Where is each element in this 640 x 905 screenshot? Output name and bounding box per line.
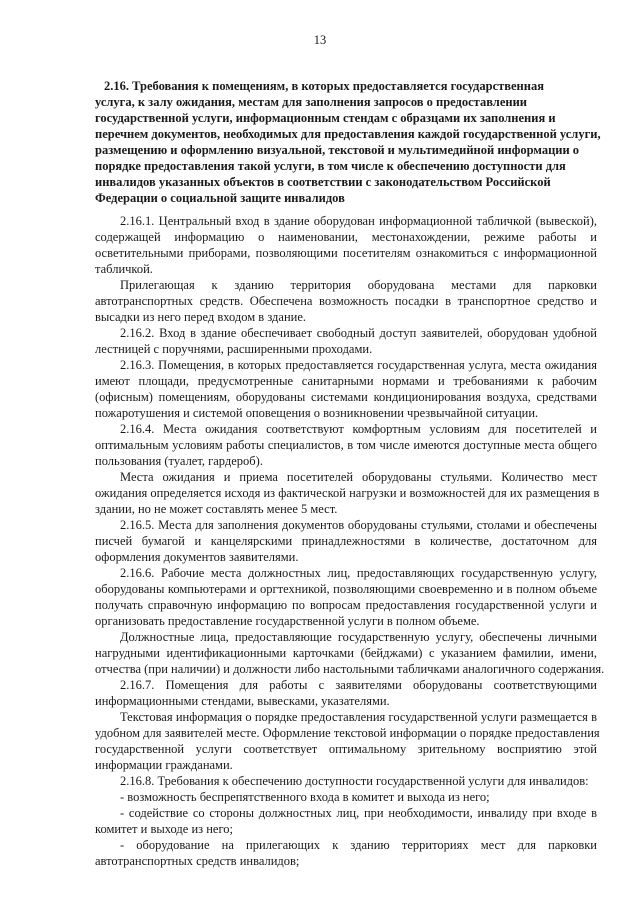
body-line: 2.16.6. Рабочие места должностных лиц, предоставляющих государственную услугу, xyxy=(120,566,597,580)
heading-line: перечнем документов, необходимых для предоставления каждой государственной услуги, xyxy=(95,127,601,141)
body-line: лестницей с поручнями, расширенными проходами. xyxy=(95,342,373,356)
body-line: отчества (при наличии) и должности либо настольными табличками аналогичного содержания. xyxy=(95,662,605,676)
body-line: организовать предоставление государственной услуги в полном объеме. xyxy=(95,614,480,628)
body-line: Прилегающая к зданию территория оборудована местами для парковки xyxy=(120,278,597,292)
body-line: ожидания определяется исходя из фактической нагрузки и возможностей для их размещения в xyxy=(95,486,600,500)
body-line: 2.16.7. Помещения для работы с заявителями оборудованы соответствующими xyxy=(120,678,597,692)
heading-line: Федерации о социальной защите инвалидов xyxy=(95,191,345,205)
body-line: Текстовая информация о порядке предоставления государственной услуги размещается в xyxy=(120,710,597,724)
body-line: осветительными приборами, позволяющими посетителям ознакомиться с информационной xyxy=(95,246,597,260)
heading-line: услуга, к залу ожидания, местам для заполнения запросов о предоставлении xyxy=(95,95,527,109)
body-line: 2.16.5. Места для заполнения документов оборудованы стульями, столами и обеспечены xyxy=(120,518,597,532)
body-line: оборудованы компьютерами и оргтехникой, позволяющими своевременно и в полном объеме xyxy=(95,582,597,596)
body-line: автотранспортных средств. Обеспечена возможность посадки в транспортное средство и xyxy=(95,294,597,308)
body-line: высадки из него перед входом в здание. xyxy=(95,310,307,324)
body-line: имеют площади, предусмотренные санитарными нормами и требованиями к рабочим xyxy=(95,374,597,388)
body-line: 2.16.2. Вход в здание обеспечивает свободный доступ заявителей, оборудован удобной xyxy=(120,326,597,340)
heading-line: размещению и оформлению визуальной, текстовой и мультимедийной информации о xyxy=(95,143,580,157)
body-line: комитет и выходе из него; xyxy=(95,822,233,836)
body-line: - возможность беспрепятственного входа в комитет и выхода из него; xyxy=(120,790,490,804)
body-line: Места ожидания и приема посетителей оборудованы стульями. Количество мест xyxy=(120,470,597,484)
body-line: содержащей информацию о наименовании, местонахождении, режиме работы и xyxy=(95,230,597,244)
body-line: - оборудование на прилегающих к зданию территориях мест для парковки xyxy=(120,838,597,852)
body-line: государственной услуги соответствует оптимальному зрительному восприятию этой xyxy=(95,742,597,756)
body-line: пользования (туалет, гардероб). xyxy=(95,454,263,468)
body-line: 2.16.8. Требования к обеспечению доступности государственной услуги для инвалидов: xyxy=(120,774,589,788)
body-line: оформления документов заявителями. xyxy=(95,550,299,564)
body-line: (офисным) помещениям, оборудованы системами кондиционирования воздуха, средствами xyxy=(95,390,597,404)
body-line: информации гражданами. xyxy=(95,758,233,772)
body-line: оптимальным условиям работы специалистов, в том числе имеются доступные места общего xyxy=(95,438,597,452)
heading-line: инвалидов указанных объектов в соответствии с законодательством Российской xyxy=(95,175,551,189)
body-line: получать справочную информацию по вопросам предоставления государственной услуги и xyxy=(95,598,597,612)
page-number: 13 xyxy=(313,33,327,47)
body-line: нагрудными идентификационными карточками (бейджами) с указанием фамилии, имени, xyxy=(95,646,597,660)
body-line: Должностные лица, предоставляющие государственную услугу, обеспечены личными xyxy=(120,630,597,644)
body-line: 2.16.4. Места ожидания соответствуют комфортным условиям для посетителей и xyxy=(120,422,597,436)
body-line: здании, но не может составлять менее 5 мест. xyxy=(95,502,338,516)
body-line: автотранспортных средств инвалидов; xyxy=(95,854,300,868)
body-line: - содействие со стороны должностных лиц, при необходимости, инвалиду при входе в xyxy=(120,806,597,820)
body-line: пожаротушения и системой оповещения о возникновении чрезвычайной ситуации. xyxy=(95,406,539,420)
body-line: 2.16.3. Помещения, в которых предоставляется государственная услуга, места ожидания xyxy=(120,358,597,372)
body-line: 2.16.1. Центральный вход в здание оборудован информационной табличкой (вывеской), xyxy=(120,214,597,228)
body-line: писчей бумагой и канцелярскими принадлежностями в количестве, достаточном для xyxy=(95,534,597,548)
heading-line: порядке предоставления такой услуги, в том числе к обеспечению доступности для xyxy=(95,159,566,173)
body-line: удобном для заявителей месте. Оформление текстовой информации о порядке предоставления xyxy=(95,726,600,740)
heading-line: 2.16. Требования к помещениям, в которых предоставляется государственная xyxy=(104,79,544,93)
body-line: информационными стендами, вывесками, указателями. xyxy=(95,694,390,708)
heading-line: государственной услуги, информационным стендам с образцами их заполнения и xyxy=(95,111,556,125)
body-line: табличкой. xyxy=(95,262,153,276)
